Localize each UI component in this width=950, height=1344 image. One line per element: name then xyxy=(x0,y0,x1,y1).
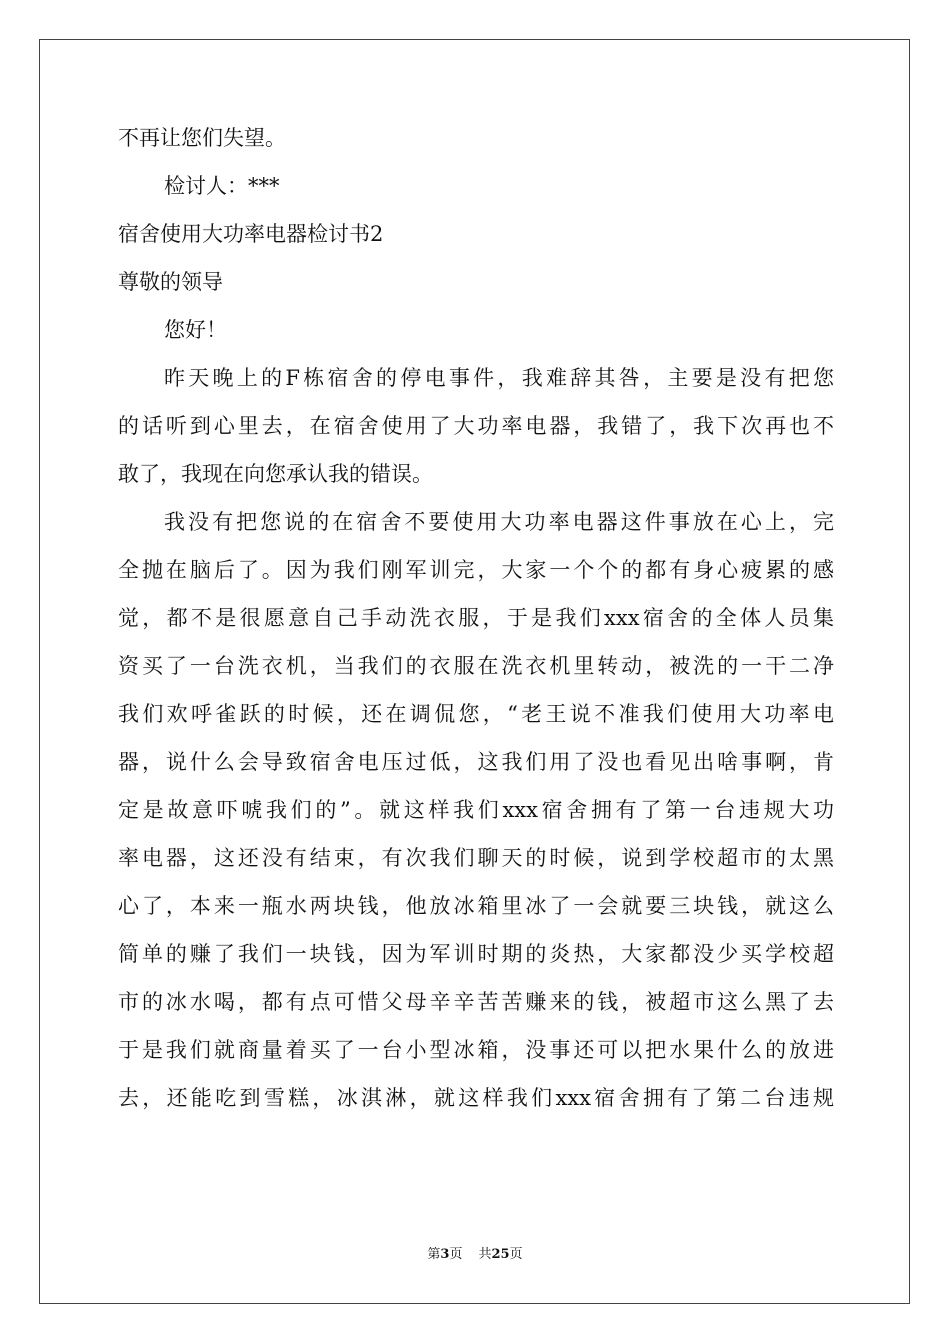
text-line: 市的冰水喝，都有点可惜父母辛辛苦苦赚来的钱，被超市这么黑了去 xyxy=(118,990,834,1014)
text-line: 于是我们就商量着买了一台小型冰箱，没事还可以把水果什么的放进 xyxy=(118,1038,834,1062)
text-line: 器，说什么会导致宿舍电压过低，这我们用了没也看见出啥事啊，肯 xyxy=(118,750,834,774)
text-line: 觉，都不是很愿意自己手动洗衣服，于是我们xxx宿舍的全体人员集 xyxy=(118,606,834,630)
footer-total-number: 25 xyxy=(491,1247,510,1262)
footer-page-prefix: 第 xyxy=(427,1247,441,1262)
footer-page-suffix: 页 xyxy=(449,1247,463,1262)
text-line: 的话听到心里去，在宿舍使用了大功率电器，我错了，我下次再也不 xyxy=(118,414,834,438)
text-line: 不再让您们失望。 xyxy=(118,126,286,150)
text-line: 我们欢呼雀跃的时候，还在调侃您，“老王说不准我们使用大功率电 xyxy=(118,702,834,726)
text-line: 率电器，这还没有结束，有次我们聊天的时候，说到学校超市的太黑 xyxy=(118,846,834,870)
footer-total-suffix: 页 xyxy=(509,1247,523,1262)
footer-total-prefix: 共 xyxy=(478,1247,492,1262)
greeting: 您好！ xyxy=(164,318,227,342)
text-line: 昨天晚上的F栋宿舍的停电事件，我难辞其咎，主要是没有把您 xyxy=(164,366,834,390)
text-line: 简单的赚了我们一块钱，因为军训时期的炎热，大家都没少买学校超 xyxy=(118,942,834,966)
text-line: 敢了，我现在向您承认我的错误。 xyxy=(118,462,433,486)
page-footer xyxy=(0,1246,950,1264)
signature-line: 检讨人：*** xyxy=(164,174,280,198)
text-line: 我没有把您说的在宿舍不要使用大功率电器这件事放在心上，完 xyxy=(164,510,834,534)
text-line: 全抛在脑后了。因为我们刚军训完，大家一个个的都有身心疲累的感 xyxy=(118,558,834,582)
footer-page-number: 3 xyxy=(440,1247,450,1262)
text-line: 资买了一台洗衣机，当我们的衣服在洗衣机里转动，被洗的一干二净 xyxy=(118,654,834,678)
salutation: 尊敬的领导 xyxy=(118,270,223,294)
document-body xyxy=(118,126,834,1134)
text-line: 心了，本来一瓶水两块钱，他放冰箱里冰了一会就要三块钱，就这么 xyxy=(118,894,834,918)
text-line: 去，还能吃到雪糕，冰淇淋，就这样我们xxx宿舍拥有了第二台违规 xyxy=(118,1086,834,1110)
document-title: 宿舍使用大功率电器检讨书2 xyxy=(118,222,384,246)
text-line: 定是故意吓唬我们的”。就这样我们xxx宿舍拥有了第一台违规大功 xyxy=(118,798,834,822)
